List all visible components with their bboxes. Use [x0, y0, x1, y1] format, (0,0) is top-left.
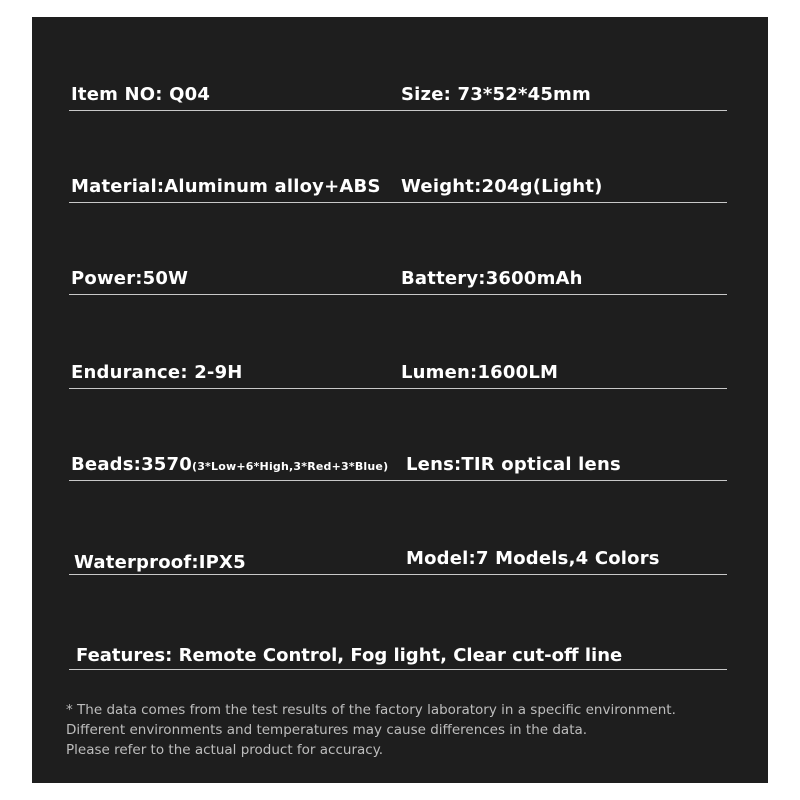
disclaimer-line-3: Please refer to the actual product for accuracy. [66, 742, 384, 758]
spec-panel [32, 17, 768, 783]
divider [69, 388, 727, 389]
divider [69, 110, 727, 111]
battery-spec: Battery:3600mAh [401, 268, 583, 289]
spec-row-7 [69, 645, 727, 670]
spec-row-5 [69, 454, 727, 481]
beads-main: Beads:3570 [71, 454, 192, 475]
lens-spec: Lens:TIR optical lens [406, 454, 621, 475]
divider [69, 480, 727, 481]
item-number: Item NO: Q04 [71, 84, 211, 105]
disclaimer-note [66, 700, 676, 760]
beads-detail: (3*Low+6*High,3*Red+3*Blue) [191, 460, 389, 473]
spec-row-1 [69, 84, 727, 111]
spec-row-2 [69, 176, 727, 203]
spec-row-4 [69, 362, 727, 389]
weight-spec: Weight:204g(Light) [401, 176, 603, 197]
material-spec: Material:Aluminum alloy+ABS [71, 176, 381, 197]
beads-spec [71, 454, 388, 475]
endurance-spec: Endurance: 2-9H [71, 362, 243, 383]
model-spec: Model:7 Models,4 Colors [406, 548, 660, 569]
waterproof-spec: Waterproof:IPX5 [74, 552, 246, 573]
spec-row-6 [69, 548, 727, 575]
divider [69, 669, 727, 670]
disclaimer-line-2: Different environments and temperatures may cause differences in the data. [66, 722, 588, 738]
divider [69, 294, 727, 295]
spec-row-3 [69, 268, 727, 295]
divider [69, 202, 727, 203]
disclaimer-line-1: * The data comes from the test results of the factory laboratory in a specific environment. [66, 702, 676, 718]
divider [69, 574, 727, 575]
lumen-spec: Lumen:1600LM [401, 362, 559, 383]
size-spec: Size: 73*52*45mm [401, 84, 591, 105]
power-spec: Power:50W [71, 268, 189, 289]
features-spec: Features: Remote Control, Fog light, Clear cut-off line [76, 645, 623, 666]
